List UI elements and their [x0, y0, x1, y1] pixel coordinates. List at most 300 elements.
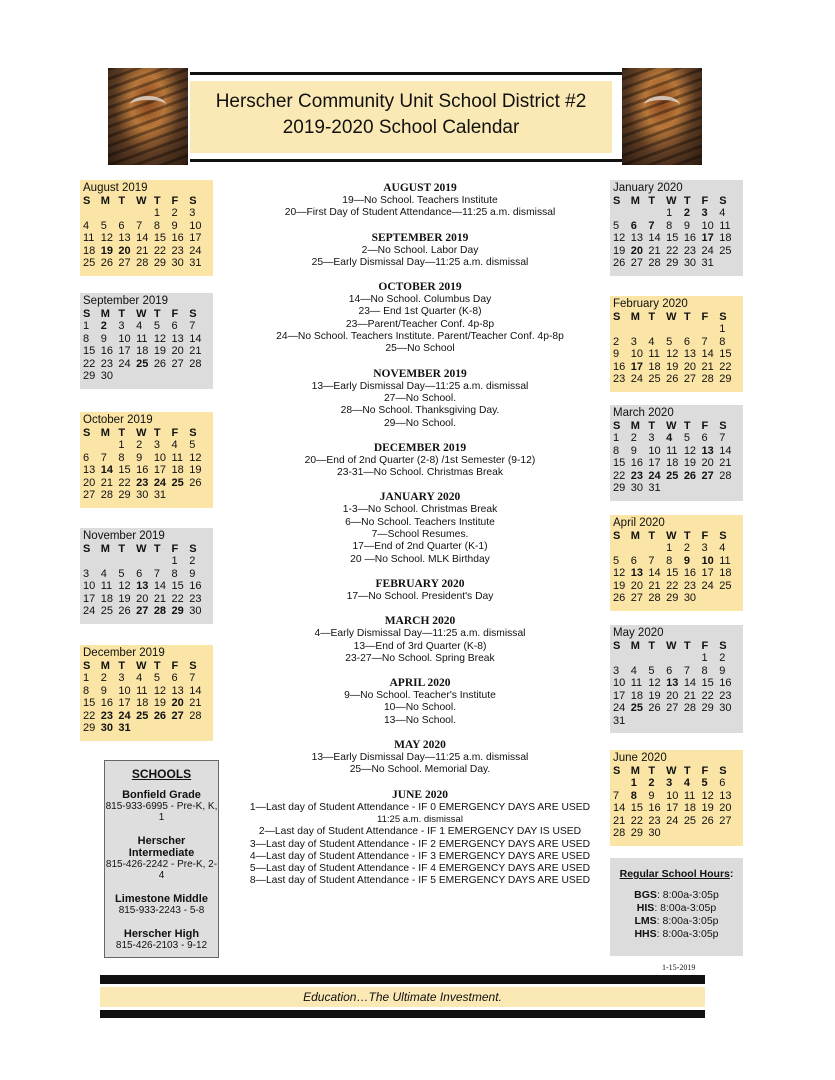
event-item: 29—No School.	[383, 417, 457, 429]
week-row	[83, 710, 207, 723]
day-cell: 25	[100, 605, 113, 617]
school-info: 815-426-2242 - Pre-K, 2-4	[105, 859, 218, 881]
event-item: 13—End of 3rd Quarter (K-8)	[353, 640, 487, 652]
day-cell: 20	[136, 592, 149, 605]
day-cell: 16	[100, 697, 113, 709]
day-cell: 30	[189, 605, 202, 617]
event-section	[240, 491, 600, 565]
empty-day	[613, 323, 631, 336]
day-cell: 10	[701, 219, 714, 232]
day-cell-event: 28	[153, 605, 167, 617]
month-grid	[613, 311, 737, 386]
school-entry	[105, 928, 218, 951]
weekday-label: W	[136, 308, 147, 320]
hours-row	[610, 915, 743, 928]
day-cell-event: 24	[153, 476, 167, 489]
event-item: 23—Parent/Teacher Conf. 4p-8p	[345, 318, 495, 330]
day-cell: 5	[153, 672, 160, 684]
week-row	[613, 815, 737, 828]
day-cell: 25	[719, 244, 732, 257]
week-row	[613, 373, 737, 386]
event-section	[240, 739, 600, 777]
hours-row	[610, 928, 743, 941]
day-cell: 14	[613, 802, 626, 814]
day-cell: 21	[189, 345, 202, 357]
day-cell: 7	[153, 567, 160, 580]
schools-heading: SCHOOLS	[131, 767, 192, 781]
day-cell: 31	[613, 714, 626, 727]
month-title: April 2020	[613, 517, 665, 529]
week-row	[613, 542, 737, 555]
day-cell: 4	[83, 219, 90, 232]
day-cell: 14	[683, 677, 697, 689]
event-item: 10—No School.	[383, 702, 457, 714]
week-row	[83, 232, 207, 245]
day-cell: 29	[613, 482, 626, 494]
day-cell: 19	[613, 244, 626, 257]
month-title: November 2019	[83, 530, 165, 542]
day-cell: 19	[666, 360, 679, 373]
empty-day	[613, 542, 631, 555]
weekday-label: M	[100, 543, 110, 555]
weekday-label: M	[100, 195, 110, 207]
day-cell: 19	[683, 457, 697, 469]
event-item: 20—First Day of Student Attendance—11:25 a.m. dismissal	[284, 207, 556, 219]
event-item: 25—Early Dismissal Day—11:25 a.m. dismissal	[311, 256, 529, 268]
day-cell: 8	[83, 684, 90, 697]
week-row	[613, 555, 737, 568]
day-cell-event: 26	[153, 709, 167, 722]
day-cell: 18	[719, 567, 732, 579]
day-cell: 9	[100, 684, 107, 697]
week-row	[613, 580, 737, 593]
school-time: : 8:00a-3:05p	[656, 928, 719, 940]
day-cell: 23	[719, 689, 732, 702]
week-row	[83, 333, 207, 346]
day-cell: 28	[701, 373, 714, 385]
event-month-heading: AUGUST 2019	[383, 182, 457, 194]
day-cell-event: 20	[118, 244, 131, 257]
week-row	[83, 489, 207, 502]
day-cell: 15	[719, 348, 732, 360]
day-cell: 14	[701, 348, 714, 360]
day-cell: 5	[613, 554, 620, 567]
weekday-header-row	[613, 765, 737, 777]
day-cell: 7	[648, 554, 655, 567]
day-cell: 29	[83, 370, 96, 382]
event-item: 11:25 a.m. dismissal	[377, 813, 463, 825]
weekday-label: T	[118, 308, 126, 320]
day-cell: 12	[648, 677, 661, 689]
day-cell: 29	[666, 592, 679, 604]
event-month-heading: DECEMBER 2019	[373, 441, 467, 454]
day-cell: 18	[100, 592, 113, 605]
empty-day	[136, 555, 154, 568]
day-cell: 8	[118, 451, 125, 464]
month-calendar	[610, 180, 743, 276]
event-item: 14—No School. Columbus Day	[348, 294, 492, 306]
month-title: December 2019	[83, 647, 165, 659]
day-cell: 23	[683, 579, 697, 592]
weekday-label: S	[613, 311, 621, 323]
weekday-header-row	[613, 195, 737, 207]
day-cell: 6	[630, 554, 637, 567]
day-cell: 22	[701, 689, 714, 702]
day-cell: 10	[118, 332, 131, 345]
day-cell: 27	[630, 592, 643, 604]
day-cell: 6	[171, 672, 178, 684]
day-cell: 31	[153, 489, 167, 501]
weekday-label: T	[683, 420, 691, 432]
empty-day	[684, 652, 702, 665]
weekday-label: M	[630, 311, 640, 323]
month-calendar	[80, 412, 213, 508]
day-cell: 2	[719, 652, 726, 664]
day-cell: 22	[613, 469, 626, 482]
day-cell-event: 9	[683, 554, 690, 567]
day-cell: 8	[719, 335, 726, 348]
day-cell-event: 31	[118, 722, 131, 734]
day-cell: 20	[630, 579, 643, 592]
week-row	[83, 370, 207, 383]
weekday-label: F	[701, 420, 709, 432]
event-section	[240, 677, 600, 727]
day-cell: 15	[630, 802, 643, 814]
week-row	[83, 568, 207, 581]
school-name: Limestone Middle	[115, 893, 208, 905]
day-cell: 16	[648, 802, 661, 814]
day-cell-event: 13	[666, 677, 679, 689]
event-item: 23— End 1st Quarter (K-8)	[358, 306, 482, 318]
week-row	[613, 336, 737, 349]
weekday-label: S	[83, 195, 91, 207]
month-calendar	[610, 405, 743, 501]
day-cell: 15	[666, 567, 679, 579]
empty-day	[648, 323, 666, 336]
weekday-header-row	[613, 420, 737, 432]
day-cell: 27	[719, 814, 732, 827]
day-cell: 28	[136, 257, 149, 269]
event-item: 17—End of 2nd Quarter (K-1)	[352, 541, 488, 553]
day-cell: 22	[719, 360, 732, 373]
day-cell: 12	[118, 580, 131, 592]
month-calendar	[610, 750, 743, 846]
day-cell: 22	[83, 709, 96, 722]
weekday-header-row	[83, 543, 207, 555]
day-cell-event: 24	[118, 709, 131, 722]
day-cell: 5	[683, 432, 690, 444]
day-cell: 9	[171, 219, 178, 232]
weekday-label: S	[613, 765, 621, 777]
event-item: 13—Early Dismissal Day—11:25 a.m. dismissal	[311, 380, 529, 392]
empty-day	[83, 207, 101, 220]
day-cell: 24	[83, 605, 96, 617]
event-item: 3—Last day of Student Attendance - IF 2 EMERGENCY DAYS ARE USED	[249, 838, 591, 850]
day-cell-event: 27	[136, 605, 149, 617]
weekday-label: M	[630, 420, 640, 432]
day-cell: 3	[701, 542, 708, 554]
weekday-label: F	[171, 427, 179, 439]
weekday-label: W	[136, 427, 147, 439]
day-cell: 9	[630, 444, 637, 457]
empty-day	[648, 207, 666, 220]
week-row	[83, 245, 207, 258]
day-cell: 15	[83, 697, 96, 709]
day-cell: 28	[683, 702, 697, 714]
event-month-heading: APRIL 2020	[389, 677, 451, 690]
empty-day	[136, 207, 154, 220]
day-cell-event: 13	[630, 567, 643, 579]
week-row	[83, 220, 207, 233]
day-cell: 20	[666, 689, 679, 702]
event-month-heading: FEBRUARY 2020	[375, 577, 465, 590]
week-row	[83, 593, 207, 606]
day-cell: 3	[648, 432, 655, 444]
week-row	[613, 592, 737, 605]
event-section	[240, 281, 600, 355]
day-cell: 16	[683, 567, 697, 579]
day-cell: 26	[666, 373, 679, 385]
day-cell: 23	[683, 244, 697, 257]
school-code: BGS	[634, 889, 657, 901]
weekday-label: F	[701, 765, 709, 777]
school-name: Herscher Intermediate	[128, 835, 195, 859]
event-section	[240, 182, 600, 220]
day-cell: 18	[666, 457, 679, 469]
day-cell: 24	[701, 579, 714, 592]
day-cell: 17	[118, 697, 131, 709]
week-row	[613, 432, 737, 445]
event-item: 24—No School. Teachers Institute. Parent/Teacher Conf. 4p-8p	[276, 331, 564, 343]
day-cell: 2	[100, 672, 107, 684]
day-cell: 14	[648, 232, 661, 244]
day-cell: 12	[613, 567, 626, 579]
day-cell: 7	[719, 432, 726, 444]
day-cell: 3	[613, 664, 620, 677]
day-cell: 10	[613, 677, 626, 689]
week-row	[613, 323, 737, 336]
weekday-label: S	[189, 427, 197, 439]
day-cell: 23	[189, 592, 202, 605]
weekday-label: S	[83, 308, 91, 320]
day-cell: 12	[153, 684, 167, 697]
empty-day	[684, 323, 702, 336]
day-cell: 11	[100, 580, 113, 592]
day-cell-event: 23	[100, 709, 113, 722]
day-cell: 6	[701, 432, 708, 444]
day-cell: 27	[630, 257, 643, 269]
day-cell: 24	[630, 373, 643, 385]
week-row	[613, 207, 737, 220]
empty-day	[666, 652, 684, 665]
day-cell: 3	[153, 439, 160, 451]
school-name: Bonfield Grade	[122, 789, 201, 801]
day-cell: 21	[100, 476, 113, 489]
day-cell: 12	[666, 348, 679, 360]
weekday-label: F	[701, 640, 709, 652]
week-row	[613, 257, 737, 270]
day-cell-event: 25	[171, 476, 184, 489]
weekday-label: T	[683, 640, 691, 652]
event-item: 1—Last day of Student Attendance - IF 0 EMERGENCY DAYS ARE USED	[249, 801, 591, 813]
month-grid	[613, 530, 737, 605]
month-grid	[613, 640, 737, 727]
day-cell: 12	[189, 451, 202, 464]
weekday-label: S	[719, 765, 727, 777]
day-cell: 13	[719, 789, 732, 802]
event-item: 20 —No School. MLK Birthday	[350, 553, 490, 565]
day-cell: 10	[118, 684, 131, 697]
event-item: 28—No School. Thanksgiving Day.	[340, 405, 500, 417]
week-row	[83, 207, 207, 220]
weekday-label: T	[648, 420, 656, 432]
weekday-label: F	[171, 660, 179, 672]
day-cell-event: 25	[666, 469, 679, 482]
day-cell: 21	[613, 814, 626, 827]
day-cell: 4	[648, 335, 655, 348]
weekday-label: T	[648, 765, 656, 777]
day-cell-event: 13	[701, 444, 714, 457]
day-cell-event: 25	[630, 702, 643, 714]
day-cell: 6	[683, 335, 690, 348]
day-cell: 1	[719, 323, 726, 335]
day-cell: 7	[613, 789, 620, 802]
day-cell: 9	[719, 664, 726, 677]
day-cell: 20	[683, 360, 697, 373]
week-row	[83, 555, 207, 568]
day-cell: 19	[118, 592, 131, 605]
day-cell: 18	[648, 360, 661, 373]
day-cell: 4	[171, 439, 178, 451]
day-cell: 5	[189, 439, 196, 451]
day-cell: 13	[683, 348, 697, 360]
month-title: August 2019	[83, 182, 148, 194]
weekday-label: S	[613, 640, 621, 652]
week-row	[613, 690, 737, 703]
day-cell: 1	[153, 207, 160, 219]
event-item: 9—No School. Teacher's Institute	[344, 690, 496, 702]
weekday-label: W	[666, 765, 677, 777]
day-cell: 17	[666, 802, 679, 814]
day-cell: 27	[83, 489, 96, 501]
day-cell: 28	[189, 709, 202, 722]
day-cell: 3	[118, 672, 125, 684]
week-row	[83, 477, 207, 490]
day-cell: 3	[189, 207, 196, 219]
empty-day	[631, 207, 649, 220]
day-cell: 20	[83, 476, 96, 489]
day-cell: 6	[666, 664, 673, 677]
day-cell: 18	[136, 697, 149, 709]
events-list	[240, 182, 600, 900]
weekday-header-row	[83, 660, 207, 672]
school-info: 815-933-6995 - Pre-K, K, 1	[105, 801, 218, 823]
weekday-label: M	[100, 427, 110, 439]
day-cell-event: 4	[683, 777, 690, 789]
week-row	[83, 439, 207, 452]
weekday-label: T	[648, 640, 656, 652]
day-cell: 26	[613, 257, 626, 269]
day-cell: 11	[683, 789, 696, 802]
day-cell: 10	[189, 219, 202, 232]
day-cell: 1	[83, 672, 90, 684]
day-cell: 12	[701, 789, 714, 802]
event-month-heading: JUNE 2020	[392, 788, 448, 801]
day-cell: 26	[118, 605, 131, 617]
day-cell: 26	[153, 357, 167, 370]
day-cell-event: 27	[171, 709, 184, 722]
event-section	[240, 442, 600, 480]
day-cell: 4	[136, 320, 143, 332]
empty-day	[702, 323, 720, 336]
day-cell-event: 14	[100, 464, 113, 476]
school-time: : 8:00a-3:05p	[656, 889, 719, 901]
day-cell: 24	[613, 702, 626, 714]
event-item: 27—No School.	[383, 392, 457, 404]
day-cell-event: 2	[683, 207, 690, 219]
weekday-label: T	[683, 195, 691, 207]
week-row	[613, 220, 737, 233]
event-item: 6—No School. Teachers Institute	[345, 516, 495, 528]
day-cell: 1	[666, 542, 673, 554]
day-cell-event: 1	[630, 777, 637, 789]
day-cell: 17	[83, 592, 96, 605]
hours-heading-colon: :	[729, 868, 734, 880]
day-cell: 15	[666, 232, 679, 244]
day-cell-event: 27	[701, 469, 714, 482]
day-cell: 18	[83, 244, 96, 257]
title-banner	[190, 72, 622, 162]
weekday-label: S	[613, 195, 621, 207]
month-grid	[613, 195, 737, 270]
day-cell: 5	[153, 320, 160, 332]
schools-box	[104, 760, 219, 958]
event-item: 23-27—No School. Spring Break	[345, 652, 495, 664]
empty-day	[154, 555, 172, 568]
day-cell: 21	[648, 579, 661, 592]
week-row	[613, 665, 737, 678]
footer-bar-top	[100, 975, 705, 984]
day-cell: 15	[171, 580, 184, 592]
day-cell: 1	[118, 439, 125, 451]
school-hours-box	[610, 858, 743, 956]
day-cell: 11	[666, 444, 678, 457]
day-cell: 14	[189, 684, 202, 697]
day-cell: 11	[719, 219, 731, 232]
day-cell: 17	[648, 457, 661, 469]
day-cell-event: 23	[136, 476, 149, 489]
day-cell: 28	[719, 469, 732, 482]
empty-day	[613, 652, 631, 665]
month-calendar	[610, 296, 743, 392]
day-cell-event: 17	[630, 360, 643, 373]
day-cell: 30	[719, 702, 732, 714]
day-cell: 30	[683, 592, 697, 604]
day-cell-event: 13	[136, 580, 149, 592]
day-cell-event: 19	[100, 244, 113, 257]
day-cell-event: 3	[701, 207, 708, 219]
day-cell-event: 29	[171, 605, 184, 617]
day-cell: 13	[171, 332, 184, 345]
day-cell: 26	[189, 476, 202, 489]
weekday-label: W	[136, 543, 147, 555]
day-cell: 18	[630, 689, 643, 702]
week-row	[83, 358, 207, 371]
day-cell: 7	[701, 335, 708, 348]
event-section	[240, 789, 600, 888]
week-row	[83, 464, 207, 477]
weekday-label: S	[719, 640, 727, 652]
